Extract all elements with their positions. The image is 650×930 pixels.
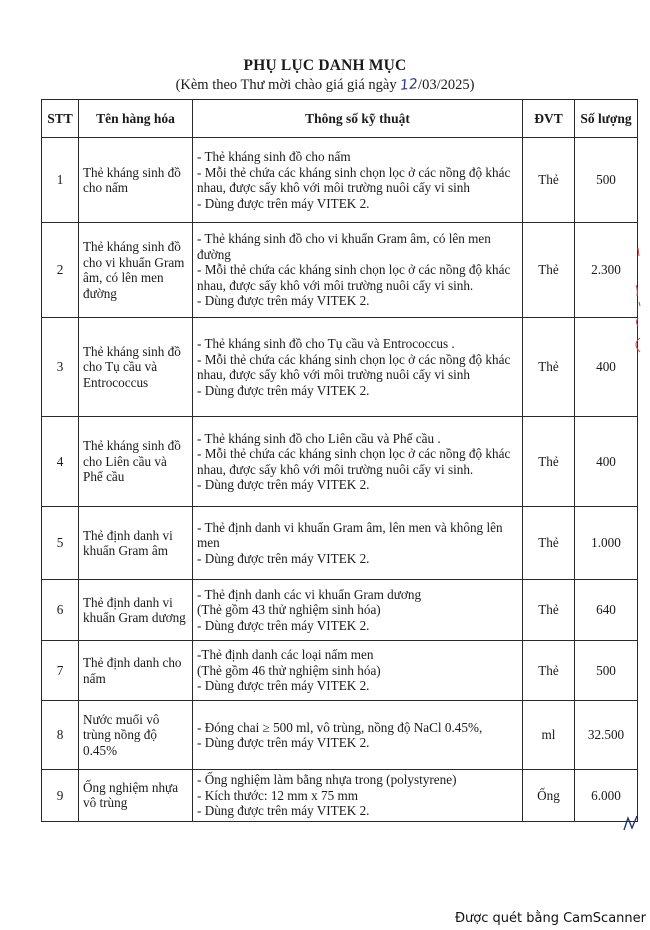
spec-line: - Thẻ định danh vi khuẩn Gram âm, lên men và không lên men [197, 519, 503, 551]
row-stt: 1 [42, 138, 79, 223]
row-item-name: Nước muối vô trùng nồng độ 0.45% [79, 701, 193, 770]
spec-line: -Thẻ định danh các loại nấm men [197, 647, 374, 663]
row-unit: Thẻ [523, 580, 575, 641]
catalog-table [41, 99, 638, 822]
table-row [42, 770, 638, 822]
subtitle-prefix: (Kèm theo Thư mời chào giá giá ngày [175, 77, 401, 93]
spec-line: - Dùng được trên máy VITEK 2. [197, 195, 370, 211]
row-item-name: Thẻ kháng sinh đồ cho Tụ cầu và Entrococcus [79, 318, 193, 417]
spec-line: - Dùng được trên máy VITEK 2. [197, 382, 370, 398]
row-spec [193, 417, 523, 507]
row-spec [193, 507, 523, 580]
table-header-row [42, 100, 638, 138]
spec-line: - Dùng được trên máy VITEK 2. [197, 293, 370, 309]
row-spec [193, 770, 523, 822]
spec-line: - Mỗi thẻ chứa các kháng sinh chọn lọc ở các nồng độ khác nhau, được sấy khô với môi trường nuôi cấy vi sinh [197, 351, 511, 382]
spec-line: - Ống nghiệm làm bằng nhựa trong (polystyrene) [197, 772, 457, 787]
table-row [42, 138, 638, 223]
spec-line: - Dùng được trên máy VITEK 2. [197, 803, 370, 818]
spec-line: - Dùng được trên máy VITEK 2. [197, 477, 370, 492]
handwritten-day: 12 [399, 76, 419, 94]
spec-line: - Thẻ kháng sinh đồ cho Liên cầu và Phế cầu . [197, 430, 441, 446]
row-spec [193, 318, 523, 417]
spec-line: - Dùng được trên máy VITEK 2. [197, 617, 370, 633]
margin-pen-marks [626, 240, 650, 360]
table-row [42, 417, 638, 507]
spec-line: - Dùng được trên máy VITEK 2. [197, 735, 370, 750]
table-row [42, 507, 638, 580]
spec-line: - Thẻ định danh các vi khuẩn Gram dương [197, 586, 422, 602]
row-stt: 2 [42, 223, 79, 318]
row-stt: 6 [42, 580, 79, 641]
table-row [42, 641, 638, 701]
spec-line: - Đóng chai ≥ 500 ml, vô trùng, nồng độ NaCl 0.45%, [197, 719, 483, 735]
row-spec [193, 580, 523, 641]
subtitle-suffix: /03/2025) [418, 77, 475, 93]
row-quantity: 400 [575, 417, 638, 507]
row-quantity: 2.300 [575, 223, 638, 318]
row-quantity: 500 [575, 138, 638, 223]
spec-line: - Mỗi thẻ chứa các kháng sinh chọn lọc ở các nồng độ khác nhau, được sấy khô với môi trường nuôi cấy vi sinh. [197, 262, 511, 293]
row-stt: 3 [42, 318, 79, 417]
row-unit: ml [523, 701, 575, 770]
table-row [42, 318, 638, 417]
spec-line: - Mỗi thẻ chứa các kháng sinh chọn lọc ở các nồng độ khác nhau, được sấy khô với môi trường nuôi cấy vi sinh [197, 164, 511, 195]
col-header-qty: Số lượng [575, 100, 638, 138]
row-item-name: Thẻ định danh vi khuẩn Gram âm [79, 507, 193, 580]
spec-line: - Dùng được trên máy VITEK 2. [197, 678, 370, 694]
col-header-name: Tên hàng hóa [79, 100, 193, 138]
row-stt: 5 [42, 507, 79, 580]
row-unit: Ống [523, 770, 575, 822]
spec-line: - Mỗi thẻ chứa các kháng sinh chọn lọc ở các nồng độ khác nhau, được sấy khô với môi trường nuôi cấy vi sinh. [197, 446, 511, 477]
row-item-name: Thẻ kháng sinh đồ cho Liên cầu và Phế cầu [79, 417, 193, 507]
row-spec [193, 641, 523, 701]
spec-line: - Thẻ kháng sinh đồ cho nấm [197, 149, 351, 164]
row-unit: Thẻ [523, 417, 575, 507]
row-spec [193, 701, 523, 770]
row-unit: Thẻ [523, 641, 575, 701]
row-quantity: 6.000 [575, 770, 638, 822]
table-row [42, 701, 638, 770]
spec-line: - Thẻ kháng sinh đồ cho vi khuẩn Gram âm, có lên men đường [197, 231, 491, 262]
row-item-name: Thẻ kháng sinh đồ cho nấm [79, 138, 193, 223]
page-title: PHỤ LỤC DANH MỤC [243, 57, 407, 74]
spec-line: - Thẻ kháng sinh đồ cho Tụ cầu và Entrococcus . [197, 336, 455, 351]
row-quantity: 500 [575, 641, 638, 701]
row-item-name: Thẻ định danh vi khuẩn Gram dương [79, 580, 193, 641]
col-header-spec: Thông số kỹ thuật [193, 100, 523, 138]
spec-line: - Dùng được trên máy VITEK 2. [197, 550, 370, 566]
row-item-name: Thẻ định danh cho nấm [79, 641, 193, 701]
row-stt: 8 [42, 701, 79, 770]
row-stt: 7 [42, 641, 79, 701]
row-unit: Thẻ [523, 318, 575, 417]
row-unit: Thẻ [523, 507, 575, 580]
spec-line: (Thẻ gồm 43 thử nghiệm sinh hóa) [197, 602, 381, 618]
row-stt: 9 [42, 770, 79, 822]
row-quantity: 640 [575, 580, 638, 641]
row-item-name: Ống nghiệm nhựa vô trùng [79, 770, 193, 822]
row-stt: 4 [42, 417, 79, 507]
table-row [42, 580, 638, 641]
col-header-stt: STT [42, 100, 79, 138]
row-quantity: 32.500 [575, 701, 638, 770]
row-spec [193, 223, 523, 318]
row-item-name: Thẻ kháng sinh đồ cho vi khuẩn Gram âm, có lên men đường [79, 223, 193, 318]
spec-line: - Kích thước: 12 mm x 75 mm [197, 787, 358, 803]
spec-line: (Thẻ gồm 46 thử nghiệm sinh hóa) [197, 662, 381, 678]
row-quantity: 400 [575, 318, 638, 417]
row-spec [193, 138, 523, 223]
row-unit: Thẻ [523, 223, 575, 318]
pen-mark [620, 812, 642, 834]
table-row [42, 223, 638, 318]
row-quantity: 1.000 [575, 507, 638, 580]
scanner-watermark: Được quét bằng CamScanner [454, 911, 646, 926]
row-unit: Thẻ [523, 138, 575, 223]
page-subtitle [0, 77, 650, 94]
col-header-unit: ĐVT [523, 100, 575, 138]
